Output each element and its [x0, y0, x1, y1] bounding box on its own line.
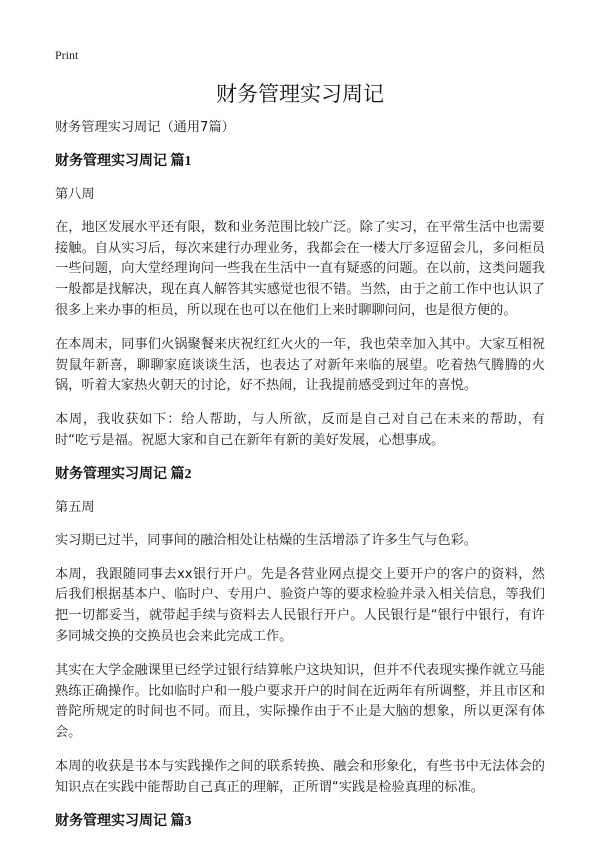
paragraph: 在本周末，同事们火锅聚餐来庆祝红红火火的一年，我也荣幸加入其中。大家互相祝贺鼠年新喜，聊聊家庭谈谈生活，也表达了对新年来临的展望。吃着热气腾腾的火锅，听着大家热火朝天的讨论，好不热闹，让我提前感受到过年的喜悦。 [55, 336, 545, 394]
paragraph: 其实在大学金融课里已经学过银行结算帐户这块知识，但并不代表现实操作就立马能熟练正确操作。比如临时户和一般户要求开户的时间在近两年有所调整，并且市区和普陀所规定的时间也不同。而且，实际操作由于不止是大脑的想象，所以更深有体会。 [55, 662, 545, 741]
paragraph: 在，地区发展水平还有限，数和业务范围比较广泛。除了实习，在平常生活中也需要接触。自从实习后，每次来建行办理业务，我都会在一楼大厅多逗留会儿，多问柜员一些问题，向大堂经理询问一些我在生活中一直有疑惑的问题。在以前，这类问题我一般都是找解决，现在真人解答其实感觉也很不错。当然，由于之前工作中也认识了很多上来办事的柜员，所以现在也可以在他们上来时聊聊问问，也是很方便的。 [55, 219, 545, 318]
paragraph: 本周，我跟随同事去xx银行开户。先是各营业网点提交上要开户的客户的资料，然后我们根据基本户、临时户、专用户、验资户等的要求检验并录入相关信息，等我们把一切都妥当，就带起手续与资料去人民银行开户。人民银行是“银行中银行，有许多同城交换的交换员也会来此完成工作。 [55, 566, 545, 644]
paragraph: 实习期已过半，同事间的融洽相处让枯燥的生活增添了许多生气与色彩。 [55, 532, 477, 548]
article-heading: 财务管理实习周记 篇3 [55, 813, 192, 829]
print-link[interactable]: Print [55, 48, 79, 62]
article-heading: 财务管理实习周记 篇1 [55, 153, 192, 169]
page-title: 财务管理实习周记 [216, 82, 384, 106]
week-label: 第八周 [55, 186, 95, 202]
paragraph: 本周，我收获如下：给人帮助，与人所欲，反而是自己对自己在未来的帮助，有时“吃亏是福。祝愿大家和自己在新年有新的美好发展，心想事成。 [55, 412, 545, 448]
paragraph: 本周的收获是书本与实践操作之间的联系转换、融会和形象化，有些书中无法体会的知识点在实践中能帮助自己真正的理解，正所谓“实践是检验真理的标准。 [55, 758, 545, 795]
article-heading: 财务管理实习周记 篇2 [55, 466, 192, 482]
week-label: 第五周 [55, 499, 95, 515]
document-body [55, 118, 545, 845]
subtitle: 财务管理实习周记（通用7篇） [55, 120, 235, 135]
